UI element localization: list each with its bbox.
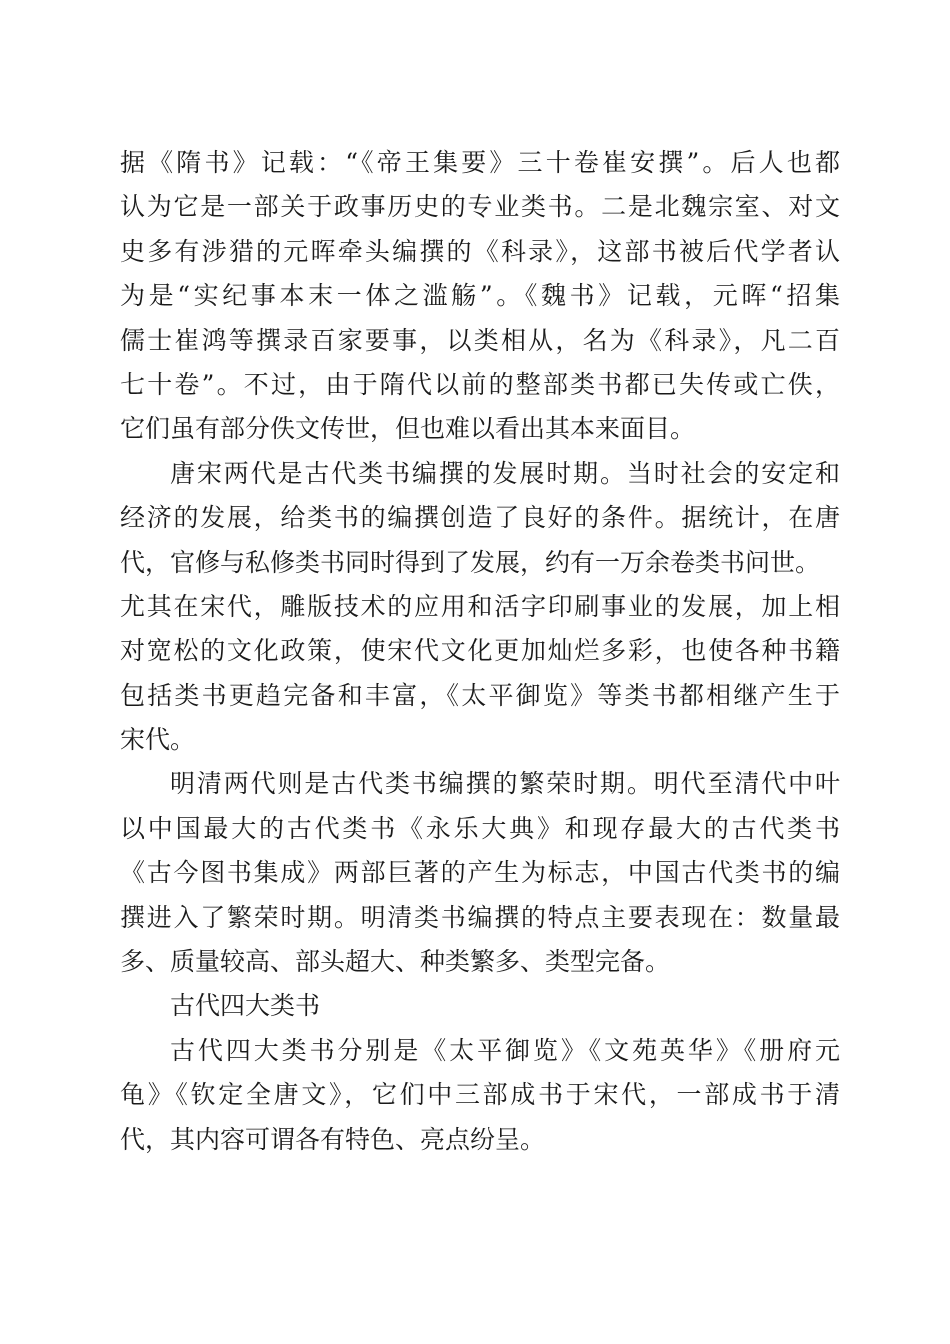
text-line: 《古今图书集成》两部巨著的产生为标志，中国古代类书的编 — [120, 858, 840, 888]
text-line: 据《隋书》记载：“《帝王集要》三十卷崔安撰”。后人也都 — [120, 148, 840, 177]
text-line: 七十卷”。不过，由于隋代以前的整部类书都已失传或亡佚， — [120, 369, 840, 399]
text-line: 儒士崔鸿等撰录百家要事，以类相从，名为《科录》，凡二百 — [120, 325, 840, 355]
text-line: 代，其内容可谓各有特色、亮点纷呈。 — [120, 1124, 546, 1154]
text-line: 为是“实纪事本末一体之滥觞”。《魏书》记载，元晖“招集 — [120, 281, 840, 311]
text-line: 撰进入了繁荣时期。明清类书编撰的特点主要表现在：数量最 — [120, 902, 840, 932]
text-line: 对宽松的文化政策，使宋代文化更加灿烂多彩，也使各种书籍 — [120, 636, 840, 666]
text-line: 史多有涉猎的元晖牵头编撰的《科录》，这部书被后代学者认 — [120, 236, 840, 266]
text-line: 多、质量较高、部头超大、种类繁多、类型完备。 — [120, 947, 671, 977]
text-line: 尤其在宋代，雕版技术的应用和活字印刷事业的发展，加上相 — [120, 591, 840, 621]
text-line: 包括类书更趋完备和丰富，《太平御览》等类书都相继产生于 — [120, 680, 840, 710]
paragraph-first-line: 唐宋两代是古代类书编撰的发展时期。当时社会的安定和 — [170, 458, 840, 488]
text-line: 代，官修与私修类书同时得到了发展，约有一万余卷类书问世。 — [120, 547, 821, 577]
text-line: 宋代。 — [120, 725, 196, 755]
text-line: 认为它是一部关于政事历史的专业类书。二是北魏宗室、对文 — [120, 192, 840, 222]
text-line: 龟》《钦定全唐文》，它们中三部成书于宋代，一部成书于清 — [120, 1080, 840, 1110]
text-line: 它们虽有部分佚文传世，但也难以看出其本来面目。 — [120, 414, 696, 444]
paragraph-first-line: 明清两代则是古代类书编撰的繁荣时期。明代至清代中叶 — [170, 769, 840, 799]
text-line: 以中国最大的古代类书《永乐大典》和现存最大的古代类书 — [120, 813, 840, 843]
paragraph-first-line: 古代四大类书分别是《太平御览》《文苑英华》《册府元 — [170, 1035, 840, 1065]
text-line: 经济的发展，给类书的编撰创造了良好的条件。据统计，在唐 — [120, 503, 840, 533]
section-heading: 古代四大类书 — [170, 991, 321, 1021]
body-text — [120, 141, 840, 1162]
